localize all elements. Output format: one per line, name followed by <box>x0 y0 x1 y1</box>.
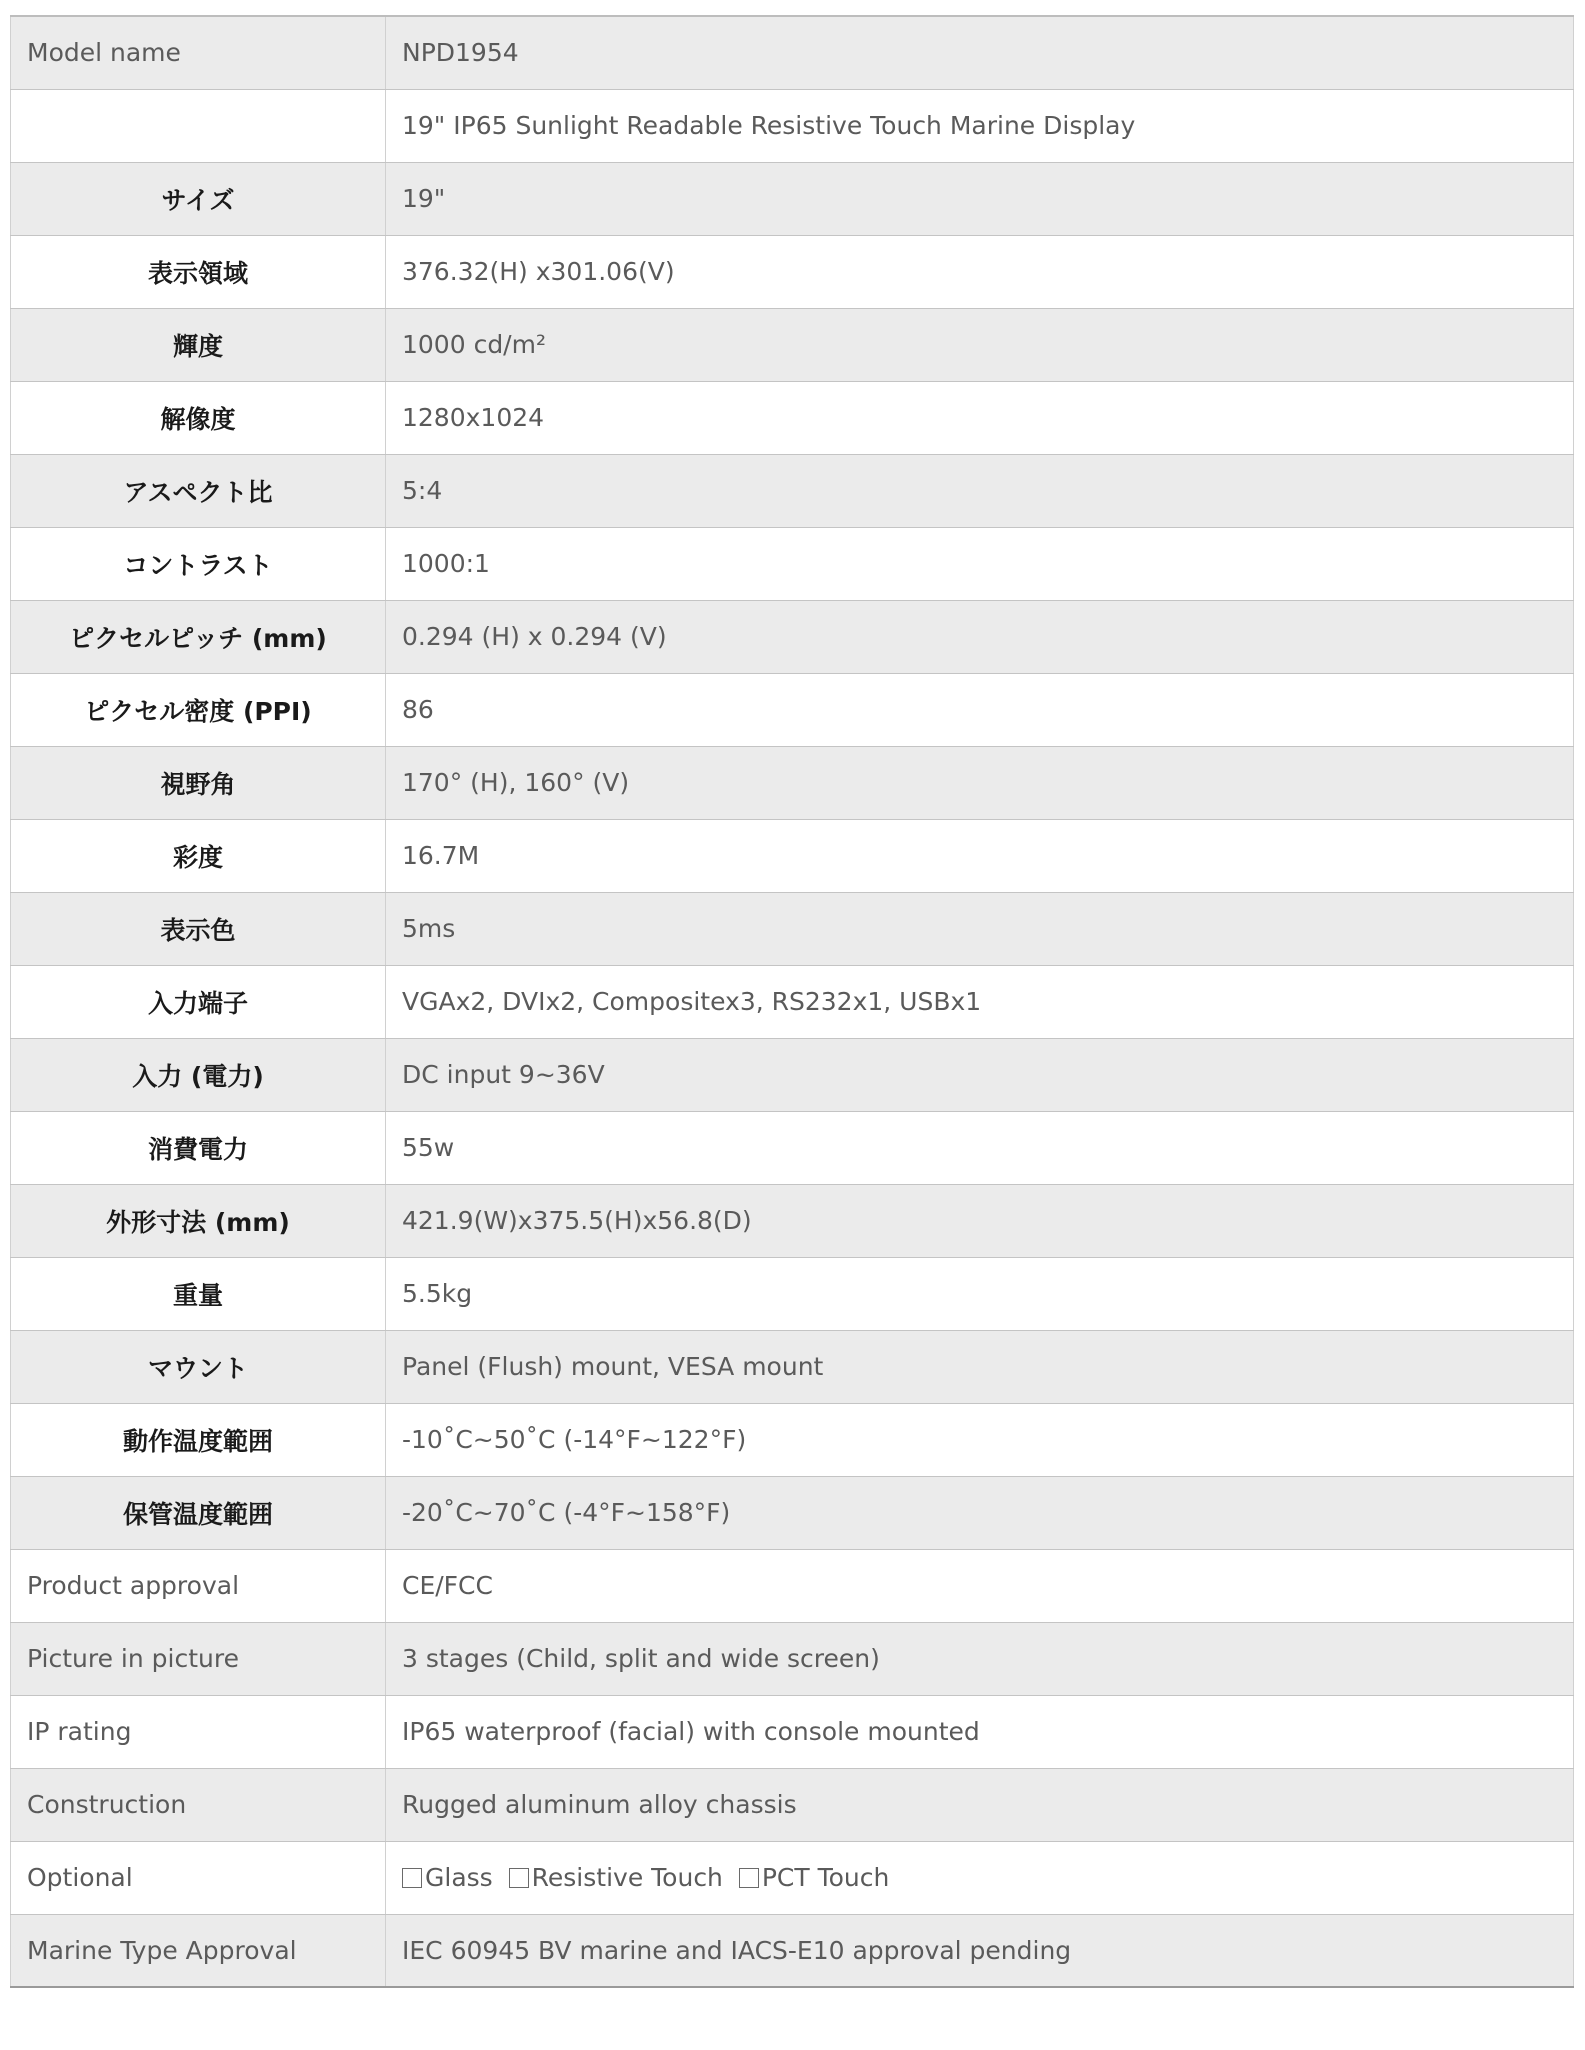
row-value: -10˚C~50˚C (-14°F~122°F) <box>386 1403 1574 1476</box>
table-row <box>11 89 1574 162</box>
pct-touch-checkbox[interactable] <box>739 1868 759 1888</box>
row-value: 376.32(H) x301.06(V) <box>386 235 1574 308</box>
row-label: Construction <box>11 1768 386 1841</box>
table-row <box>11 819 1574 892</box>
table-row <box>11 1330 1574 1403</box>
row-label: 消費電力 <box>11 1111 386 1184</box>
spec-table <box>10 15 1574 1988</box>
row-value: 3 stages (Child, split and wide screen) <box>386 1622 1574 1695</box>
table-row <box>11 600 1574 673</box>
table-row <box>11 965 1574 1038</box>
option-label-glass: Glass <box>425 1863 493 1892</box>
row-value: 55w <box>386 1111 1574 1184</box>
row-label: Marine Type Approval <box>11 1914 386 1987</box>
table-row <box>11 1038 1574 1111</box>
row-value: 5:4 <box>386 454 1574 527</box>
row-label: Picture in picture <box>11 1622 386 1695</box>
resistive-touch-checkbox[interactable] <box>509 1868 529 1888</box>
row-value: CE/FCC <box>386 1549 1574 1622</box>
table-row <box>11 527 1574 600</box>
row-value: VGAx2, DVIx2, Compositex3, RS232x1, USBx1 <box>386 965 1574 1038</box>
row-label: アスペクト比 <box>11 454 386 527</box>
row-value: 19" <box>386 162 1574 235</box>
row-label: 解像度 <box>11 381 386 454</box>
table-row <box>11 381 1574 454</box>
row-label: マウント <box>11 1330 386 1403</box>
table-row <box>11 673 1574 746</box>
row-label: 外形寸法 (mm) <box>11 1184 386 1257</box>
option-label-pct-touch: PCT Touch <box>761 1863 890 1892</box>
row-label: 重量 <box>11 1257 386 1330</box>
table-row <box>11 1622 1574 1695</box>
row-label: 動作温度範囲 <box>11 1403 386 1476</box>
table-row <box>11 235 1574 308</box>
table-row <box>11 162 1574 235</box>
table-row <box>11 1184 1574 1257</box>
row-value: 170° (H), 160° (V) <box>386 746 1574 819</box>
row-label: IP rating <box>11 1695 386 1768</box>
table-row <box>11 454 1574 527</box>
row-label: ピクセルピッチ (mm) <box>11 600 386 673</box>
row-label: コントラスト <box>11 527 386 600</box>
row-value: IEC 60945 BV marine and IACS-E10 approval pending <box>386 1914 1574 1987</box>
option-label-resistive-touch: Resistive Touch <box>531 1863 723 1892</box>
row-value: 16.7M <box>386 819 1574 892</box>
row-label: サイズ <box>11 162 386 235</box>
row-value: 86 <box>386 673 1574 746</box>
row-value: 1000 cd/m² <box>386 308 1574 381</box>
row-value: NPD1954 <box>386 16 1574 89</box>
row-label: 保管温度範囲 <box>11 1476 386 1549</box>
row-label: 表示色 <box>11 892 386 965</box>
row-value: Panel (Flush) mount, VESA mount <box>386 1330 1574 1403</box>
glass-checkbox[interactable] <box>402 1868 422 1888</box>
row-label: 入力端子 <box>11 965 386 1038</box>
table-row <box>11 1914 1574 1987</box>
row-label: 表示領域 <box>11 235 386 308</box>
table-row <box>11 1257 1574 1330</box>
row-value: 1000:1 <box>386 527 1574 600</box>
row-value: 5ms <box>386 892 1574 965</box>
table-row <box>11 746 1574 819</box>
row-label <box>11 89 386 162</box>
row-label: ピクセル密度 (PPI) <box>11 673 386 746</box>
table-row <box>11 16 1574 89</box>
row-label: 入力 (電力) <box>11 1038 386 1111</box>
row-label: 輝度 <box>11 308 386 381</box>
row-label: Product approval <box>11 1549 386 1622</box>
row-label: Model name <box>11 16 386 89</box>
optional-cell <box>386 1841 1574 1914</box>
row-label: 彩度 <box>11 819 386 892</box>
table-row <box>11 308 1574 381</box>
row-value: Rugged aluminum alloy chassis <box>386 1768 1574 1841</box>
row-value: 421.9(W)x375.5(H)x56.8(D) <box>386 1184 1574 1257</box>
table-row <box>11 892 1574 965</box>
row-value: 0.294 (H) x 0.294 (V) <box>386 600 1574 673</box>
row-value: IP65 waterproof (facial) with console mounted <box>386 1695 1574 1768</box>
row-label: Optional <box>11 1841 386 1914</box>
table-row <box>11 1841 1574 1914</box>
table-row <box>11 1403 1574 1476</box>
row-value: 19" IP65 Sunlight Readable Resistive Touch Marine Display <box>386 89 1574 162</box>
table-row <box>11 1695 1574 1768</box>
row-value: -20˚C~70˚C (-4°F~158°F) <box>386 1476 1574 1549</box>
table-row <box>11 1476 1574 1549</box>
table-row <box>11 1111 1574 1184</box>
row-value: 5.5kg <box>386 1257 1574 1330</box>
table-row <box>11 1768 1574 1841</box>
row-label: 視野角 <box>11 746 386 819</box>
row-value: 1280x1024 <box>386 381 1574 454</box>
row-value: DC input 9~36V <box>386 1038 1574 1111</box>
table-row <box>11 1549 1574 1622</box>
